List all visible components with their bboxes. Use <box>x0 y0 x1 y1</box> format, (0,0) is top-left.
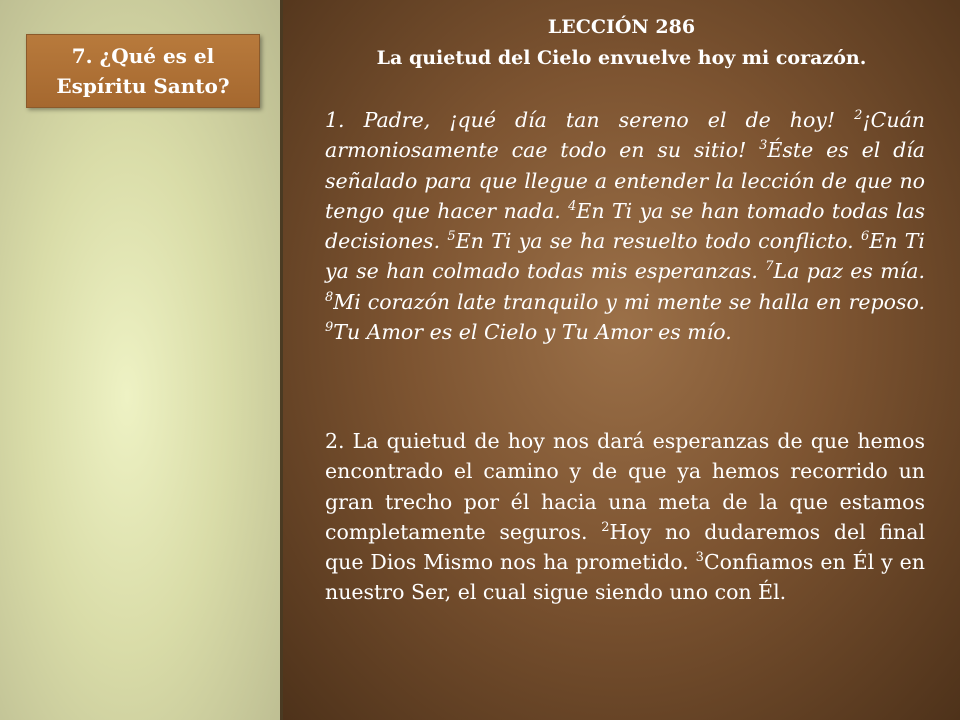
p1-verse-number: 7 <box>765 259 774 275</box>
p2-sentence-3: Confiamos en Él y en nuestro Ser, el cual sigue siendo uno con Él. <box>325 550 925 605</box>
p1-sentence-8: Mi corazón late tranquilo y mi mente se halla en reposo. <box>333 289 925 314</box>
paragraph-2 <box>325 426 925 608</box>
section-title-box <box>26 34 260 108</box>
p1-sentence-7: La paz es mía. <box>773 259 925 284</box>
section-title-line2: Espíritu Santo? <box>56 74 230 98</box>
lesson-panel <box>283 0 960 720</box>
lesson-number: LECCIÓN 286 <box>547 16 696 38</box>
paragraph-1 <box>325 105 925 347</box>
p1-verse-number: 8 <box>325 289 334 305</box>
p1-verse-number: 2 <box>854 108 863 124</box>
lesson-title: La quietud del Cielo envuelve hoy mi corazón. <box>376 47 867 69</box>
p1-verse-number: 3 <box>759 138 768 154</box>
p1-verse-number: 4 <box>568 199 577 215</box>
p1-sentence-1: 1. Padre, ¡qué día tan sereno el de hoy! <box>325 108 855 132</box>
p1-sentence-3: Éste es el día señalado para que llegue a entender la lección de que no tengo que hacer nada. <box>325 138 925 223</box>
p1-verse-number: 5 <box>447 229 456 245</box>
p1-sentence-2: ¡Cuán armoniosamente cae todo en su sitio! <box>325 108 925 163</box>
p1-sentence-4: En Ti ya se han tomado todas las decisiones. <box>325 198 926 254</box>
p1-sentence-9: Tu Amor es el Cielo y Tu Amor es mío. <box>333 320 732 345</box>
p2-verse-number: 2 <box>601 520 610 536</box>
p2-verse-number: 3 <box>695 550 704 566</box>
p1-sentence-5: En Ti ya se ha resuelto todo conflicto. <box>455 229 861 254</box>
section-title-line1: 7. ¿Qué es el <box>71 44 215 68</box>
p1-sentence-6: En Ti ya se han colmado todas mis esperanzas. <box>325 229 925 284</box>
p1-verse-number: 6 <box>860 229 870 245</box>
p2-sentence-2: Hoy no dudaremos del final que Dios Mismo nos ha prometido. <box>325 519 926 575</box>
p1-verse-number: 9 <box>325 320 334 336</box>
p2-sentence-1: 2. La quietud de hoy nos dará esperanzas de que hemos encontrado el camino y de que ya hemos recorrido un gran trecho por él hacia una meta de la que estamos completamente seguros. <box>325 429 925 544</box>
left-panel <box>0 0 282 720</box>
